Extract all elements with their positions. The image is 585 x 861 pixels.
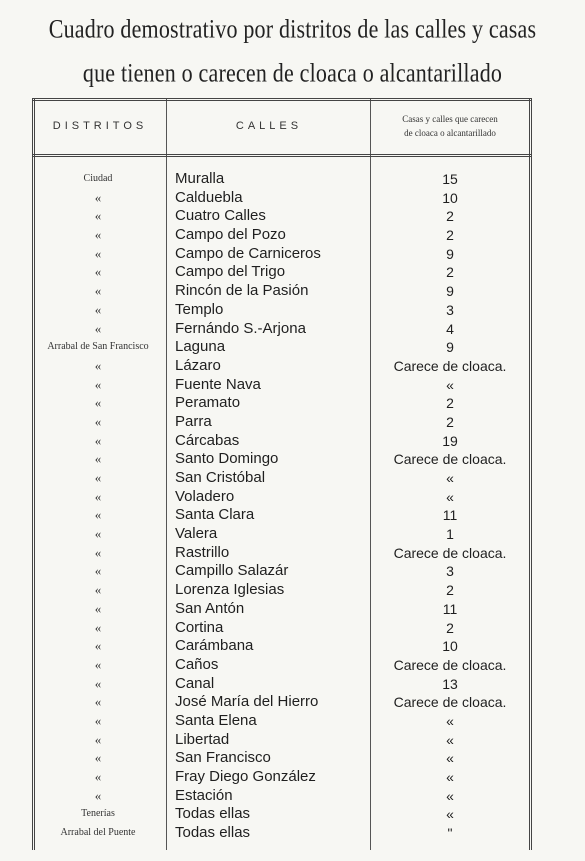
header-bottom-rule [32,154,532,157]
count-cell: 2 [446,413,454,430]
table-row [32,600,532,619]
count-cell: 2 [446,582,454,599]
table-row [32,506,532,525]
count-cell: 9 [446,245,454,262]
table-row [32,768,532,787]
count-cell: 11 [442,600,458,617]
table-row [32,320,532,339]
district-cell: « [94,712,102,728]
district-cell: « [94,376,102,392]
street-cell: Laguna [175,338,226,356]
table-row [32,413,532,432]
count-cell: Carece de cloaca. [393,357,507,374]
count-cell: « [446,712,454,729]
street-cell: Peramato [175,394,241,412]
table-row [32,226,532,245]
count-cell: 3 [446,301,454,318]
count-cell: 9 [446,283,454,300]
district-cell: « [94,600,102,616]
street-cell: Libertad [175,730,230,748]
count-cell: Carece de cloaca. [393,451,507,468]
district-cell: « [94,638,102,654]
street-cell: Templo [175,300,224,318]
street-cell: Cárcabas [175,431,240,449]
district-cell: « [94,769,102,784]
table-row [32,749,532,768]
header-casas [372,98,528,154]
count-cell: 2 [446,264,454,281]
street-cell: Caños [175,655,219,673]
table-row [32,189,532,208]
count-cell: 4 [446,320,454,337]
street-cell: Rincón de la Pasión [175,282,309,300]
count-cell: 1 [446,526,454,543]
street-cell: Canal [175,674,215,692]
street-cell: Fernándo S.-Arjona [175,319,306,337]
street-cell: Carámbana [175,637,254,655]
street-cell: Fuente Nava [175,375,261,393]
count-cell: « [446,787,454,804]
table-row [32,787,532,806]
count-cell: 2 [446,208,454,225]
district-cell: « [94,227,102,243]
count-cell: « [446,488,454,505]
table-row [32,675,532,694]
count-cell: 2 [446,619,454,636]
table-row [32,581,532,600]
district-cell: « [94,563,102,579]
district-cell: « [94,189,102,205]
table-row [32,656,532,675]
table-row [32,338,532,357]
table-row [32,824,532,843]
street-cell: Santa Elena [175,711,257,729]
district-cell: « [94,507,102,523]
table-row [32,245,532,264]
street-cell: Campillo Salazár [175,562,289,580]
district-cell: « [94,750,102,766]
header-calles: CALLES [235,120,303,132]
districts-table [32,98,532,850]
street-cell: Todas ellas [175,805,251,823]
district-cell: Ciudad [83,173,113,184]
street-cell: Santo Domingo [175,450,279,468]
street-cell: Rastrillo [175,543,230,561]
table-row [32,432,532,451]
table-row [32,376,532,395]
table-row [32,450,532,469]
table-title-line-1: Cuadro demostrativo por distritos de las calles y casas [48,14,537,44]
district-cell: « [94,619,102,635]
street-cell: José María del Hierro [175,693,319,711]
table-row [32,263,532,282]
table-row [32,301,532,320]
header-distritos: DISTRITOS [52,120,148,132]
district-cell: « [94,787,102,803]
district-cell: « [94,395,102,411]
street-cell: Campo del Trigo [175,263,286,281]
street-cell: San Antón [175,599,245,617]
table-row [32,619,532,638]
table-row [32,693,532,712]
count-cell: 11 [442,507,458,524]
count-cell: 19 [442,432,458,449]
count-cell: 10 [442,638,458,655]
district-cell: « [94,357,102,373]
district-cell: « [94,320,102,336]
count-cell: Carece de cloaca. [393,544,507,561]
street-cell: Valera [175,525,218,543]
district-cell: « [94,675,102,691]
count-cell: 13 [442,675,458,692]
count-cell: « [446,470,454,486]
street-cell: Lázaro [175,356,221,374]
count-cell: 2 [446,227,454,244]
district-cell: « [94,245,102,261]
street-cell: Lorenza Iglesias [175,581,285,599]
street-cell: Calduebla [175,188,243,206]
count-cell: Carece de cloaca. [393,656,507,673]
district-cell: « [94,413,102,429]
table-row [32,170,532,189]
table-row [32,357,532,376]
street-cell: Parra [175,412,212,430]
district-cell: « [94,264,102,280]
district-cell: Arrabal del Puente [60,827,136,839]
district-cell: « [94,488,102,504]
street-cell: San Francisco [175,749,271,767]
table-row [32,488,532,507]
street-cell: Campo del Pozo [175,226,286,244]
street-cell: Santa Clara [175,506,255,524]
district-cell: « [94,451,102,467]
count-cell: 2 [446,395,454,412]
district-cell: « [94,208,102,224]
header-casas-line-1: Casas y calles que carecen [402,114,498,124]
table-body [32,170,532,843]
street-cell: Muralla [175,170,225,187]
street-cell: Voladero [175,487,235,505]
district-cell: Tenerías [81,808,115,820]
count-cell: Carece de cloaca. [393,694,507,711]
count-cell: " [447,825,453,842]
district-cell: « [94,544,102,560]
table-row [32,562,532,581]
count-cell: « [446,376,454,393]
street-cell: Cortina [175,618,224,636]
district-cell: « [94,694,102,710]
header-casas-line-2: de cloaca o alcantarillado [404,128,496,138]
district-cell: « [94,731,102,747]
table-row [32,544,532,563]
street-cell: Estación [175,786,233,804]
district-cell: « [94,582,102,598]
district-cell: « [94,432,102,448]
count-cell: 15 [442,171,458,187]
district-cell: « [94,526,102,542]
count-cell: « [446,806,454,823]
district-cell: Arrabal de San Francisco [47,341,149,353]
table-row [32,525,532,544]
table-row [32,469,532,488]
street-cell: Fray Diego González [175,768,316,785]
table-row [32,805,532,824]
district-cell: « [94,301,102,317]
count-cell: 3 [446,563,454,580]
table-row [32,207,532,226]
table-row [32,712,532,731]
table-title-line-2: que tienen o carecen de cloaca o alcantarillado [82,58,503,88]
count-cell: « [446,769,454,785]
district-cell: « [94,656,102,672]
count-cell: « [446,731,454,748]
table-row [32,637,532,656]
street-cell: Campo de Carniceros [175,244,321,262]
count-cell: 9 [446,339,454,356]
street-cell: San Cristóbal [175,469,266,486]
count-cell: 10 [442,189,458,206]
street-cell: Cuatro Calles [175,207,266,225]
table-row [32,282,532,301]
district-cell: « [94,283,102,299]
street-cell: Todas ellas [175,824,251,842]
count-cell: « [446,750,454,767]
table-row [32,731,532,750]
district-cell: « [94,470,102,485]
table-row [32,394,532,413]
